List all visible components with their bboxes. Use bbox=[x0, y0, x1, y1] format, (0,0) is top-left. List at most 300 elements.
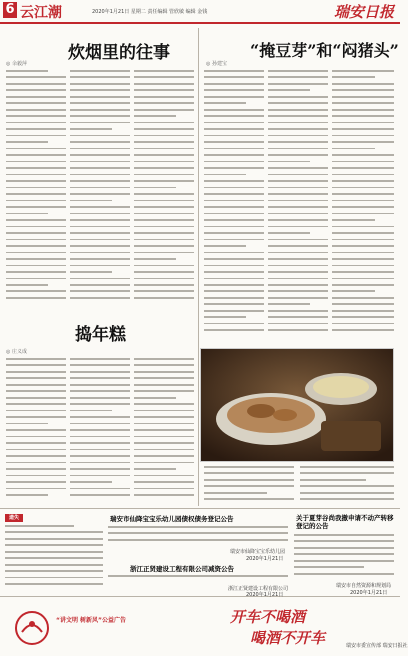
text-line bbox=[294, 540, 394, 542]
text-line bbox=[6, 455, 66, 457]
text-line bbox=[134, 115, 176, 117]
notice-date-company: 2020年1月21日 bbox=[246, 592, 284, 598]
text-line bbox=[134, 154, 194, 156]
text-line bbox=[70, 481, 112, 483]
text-line bbox=[268, 232, 310, 234]
text-line bbox=[268, 252, 328, 254]
text-column bbox=[294, 534, 394, 580]
text-line bbox=[70, 83, 130, 85]
text-column bbox=[6, 358, 66, 506]
text-line bbox=[134, 377, 194, 379]
text-line bbox=[332, 290, 375, 292]
text-line bbox=[268, 323, 328, 325]
text-line bbox=[6, 284, 48, 286]
text-line bbox=[204, 466, 294, 468]
text-line bbox=[332, 135, 394, 137]
text-line bbox=[6, 403, 66, 405]
text-line bbox=[6, 423, 48, 425]
text-line bbox=[204, 109, 264, 111]
text-line bbox=[6, 83, 66, 85]
text-line bbox=[6, 390, 66, 392]
text-line bbox=[70, 70, 130, 72]
text-column bbox=[300, 466, 394, 506]
text-line bbox=[204, 174, 246, 176]
text-line bbox=[294, 560, 394, 562]
text-line bbox=[268, 102, 328, 104]
text-line bbox=[294, 547, 394, 549]
text-line bbox=[134, 245, 194, 247]
text-line bbox=[204, 492, 267, 494]
text-line bbox=[70, 206, 130, 208]
text-line bbox=[6, 232, 66, 234]
text-line bbox=[204, 96, 264, 98]
text-line bbox=[6, 135, 66, 137]
notice-divider bbox=[0, 508, 400, 509]
text-column bbox=[204, 70, 264, 340]
notice-date-bureau: 2020年1月21日 bbox=[350, 590, 388, 596]
text-line bbox=[204, 290, 264, 292]
text-line bbox=[6, 416, 66, 418]
notice-signer-company: 浙江正贤建设工程有限公司 bbox=[228, 586, 289, 592]
text-line bbox=[70, 423, 130, 425]
text-line bbox=[5, 570, 103, 572]
text-line bbox=[204, 206, 264, 208]
text-line bbox=[70, 76, 130, 78]
text-line bbox=[134, 423, 194, 425]
text-line bbox=[332, 316, 394, 318]
text-line bbox=[6, 245, 66, 247]
text-line bbox=[134, 70, 194, 72]
text-line bbox=[204, 485, 294, 487]
text-line bbox=[70, 167, 130, 169]
text-line bbox=[70, 377, 130, 379]
text-line bbox=[268, 135, 328, 137]
text-line bbox=[204, 252, 264, 254]
text-line bbox=[332, 310, 394, 312]
text-line bbox=[134, 455, 194, 457]
text-line bbox=[204, 329, 264, 331]
text-line bbox=[204, 472, 294, 474]
text-line bbox=[332, 193, 394, 195]
text-line bbox=[70, 180, 130, 182]
text-line bbox=[204, 479, 294, 481]
text-line bbox=[300, 485, 394, 487]
text-line bbox=[70, 284, 130, 286]
text-line bbox=[70, 102, 130, 104]
text-line bbox=[6, 494, 48, 496]
text-line bbox=[6, 436, 66, 438]
text-line bbox=[134, 232, 194, 234]
text-line bbox=[70, 462, 130, 464]
text-line bbox=[70, 358, 130, 360]
text-line bbox=[204, 102, 246, 104]
text-line bbox=[300, 479, 366, 481]
text-line bbox=[134, 475, 194, 477]
text-line bbox=[70, 468, 130, 470]
text-line bbox=[70, 488, 130, 490]
article-byline-chuiyan: ◎ 余毅萍 bbox=[6, 61, 27, 67]
text-line bbox=[332, 122, 394, 124]
text-line bbox=[204, 76, 264, 78]
text-line bbox=[70, 278, 130, 280]
text-column bbox=[134, 358, 194, 506]
text-line bbox=[70, 442, 130, 444]
text-line bbox=[332, 219, 375, 221]
notice-signer-bureau: 瑞安市自然资源和规划局 bbox=[336, 583, 392, 589]
text-line bbox=[134, 442, 194, 444]
text-line bbox=[134, 416, 194, 418]
text-line bbox=[268, 96, 328, 98]
notice-date-kindergarten: 2020年1月21日 bbox=[246, 556, 284, 562]
text-line bbox=[204, 297, 264, 299]
text-line bbox=[300, 472, 394, 474]
text-line bbox=[70, 297, 130, 299]
text-line bbox=[134, 213, 194, 215]
text-line bbox=[70, 436, 130, 438]
text-line bbox=[6, 290, 66, 292]
footer-divider bbox=[0, 596, 400, 597]
text-line bbox=[6, 239, 66, 241]
text-line bbox=[332, 167, 394, 169]
text-line bbox=[134, 390, 194, 392]
text-line bbox=[70, 429, 130, 431]
article-title-yandouya[interactable]: “掩豆芽”和“闷猪头” bbox=[250, 41, 399, 60]
text-line bbox=[108, 575, 288, 577]
text-line bbox=[70, 364, 130, 366]
notice-title-capital-reduction[interactable]: 浙江正贤建设工程有限公司减资公告 bbox=[130, 565, 234, 573]
text-line bbox=[70, 232, 130, 234]
text-line bbox=[204, 219, 264, 221]
section-title: 云江潮 bbox=[20, 5, 62, 21]
text-line bbox=[332, 128, 394, 130]
text-line bbox=[6, 213, 48, 215]
page-number: 6 bbox=[3, 2, 17, 18]
text-line bbox=[268, 89, 310, 91]
text-line bbox=[134, 102, 194, 104]
text-line bbox=[268, 310, 328, 312]
text-line bbox=[6, 70, 48, 72]
text-line bbox=[204, 135, 264, 137]
text-line bbox=[6, 371, 66, 373]
text-line bbox=[134, 76, 194, 78]
text-line bbox=[268, 316, 328, 318]
text-line bbox=[6, 397, 66, 399]
text-line bbox=[268, 187, 328, 189]
text-line bbox=[268, 329, 328, 331]
text-line bbox=[6, 128, 66, 130]
notice-signer-kindergarten: 瑞安市仙降宝宝乐幼儿园 bbox=[230, 549, 286, 555]
text-line bbox=[70, 187, 130, 189]
text-line bbox=[268, 271, 328, 273]
text-line bbox=[70, 245, 130, 247]
text-line bbox=[134, 174, 194, 176]
text-line bbox=[134, 462, 194, 464]
text-line bbox=[134, 494, 194, 496]
text-line bbox=[332, 102, 394, 104]
text-line bbox=[268, 180, 328, 182]
text-line bbox=[5, 525, 74, 527]
article-byline-daoniangao: ◎ 庄义成 bbox=[6, 349, 27, 355]
text-line bbox=[70, 141, 130, 143]
text-line bbox=[70, 226, 130, 228]
text-line bbox=[268, 239, 328, 241]
text-line bbox=[134, 284, 194, 286]
text-line bbox=[332, 329, 394, 331]
text-line bbox=[134, 384, 194, 386]
text-line bbox=[204, 187, 264, 189]
text-line bbox=[332, 258, 394, 260]
text-line bbox=[332, 252, 394, 254]
text-line bbox=[332, 76, 375, 78]
text-line bbox=[70, 397, 130, 399]
slogan-line-1: 开车不喝酒 bbox=[230, 608, 306, 626]
text-line bbox=[204, 316, 246, 318]
text-line bbox=[108, 539, 288, 541]
text-line bbox=[300, 492, 394, 494]
text-line bbox=[134, 187, 176, 189]
text-line bbox=[6, 410, 66, 412]
text-line bbox=[5, 531, 103, 533]
text-line bbox=[300, 498, 394, 500]
text-line bbox=[70, 494, 130, 496]
text-line bbox=[332, 245, 394, 247]
text-column bbox=[268, 70, 328, 340]
text-line bbox=[134, 468, 176, 470]
text-line bbox=[332, 271, 394, 273]
text-line bbox=[134, 278, 194, 280]
text-line bbox=[70, 271, 112, 273]
text-line bbox=[6, 141, 48, 143]
text-line bbox=[268, 219, 328, 221]
notice-title-property[interactable]: 关于夏芽谷尚我撤申请不动产转移登记的公告 bbox=[296, 514, 394, 530]
text-line bbox=[332, 206, 394, 208]
text-line bbox=[70, 213, 130, 215]
text-line bbox=[70, 200, 112, 202]
text-line bbox=[134, 265, 194, 267]
text-line bbox=[6, 180, 66, 182]
text-line bbox=[332, 70, 394, 72]
text-line bbox=[294, 566, 364, 568]
text-line bbox=[134, 371, 194, 373]
text-line bbox=[6, 265, 66, 267]
text-line bbox=[204, 310, 264, 312]
text-line bbox=[332, 180, 394, 182]
text-line bbox=[268, 167, 328, 169]
text-line bbox=[332, 226, 394, 228]
text-line bbox=[6, 252, 66, 254]
text-line bbox=[70, 148, 130, 150]
text-line bbox=[268, 70, 328, 72]
text-line bbox=[268, 193, 328, 195]
text-line bbox=[294, 553, 394, 555]
text-line bbox=[268, 174, 328, 176]
text-line bbox=[6, 206, 66, 208]
text-line bbox=[204, 193, 264, 195]
text-column bbox=[332, 70, 394, 340]
text-line bbox=[108, 526, 288, 528]
text-line bbox=[268, 83, 328, 85]
text-line bbox=[70, 416, 130, 418]
text-line bbox=[70, 161, 130, 163]
text-column bbox=[70, 358, 130, 506]
text-line bbox=[134, 290, 194, 292]
slogan-line-2: 喝酒不开车 bbox=[250, 629, 326, 647]
notice-title-kindergarten[interactable]: 瑞安市仙降宝宝乐幼儿园债权债务登记公告 bbox=[110, 515, 234, 523]
text-line bbox=[134, 83, 194, 85]
text-line bbox=[268, 284, 328, 286]
text-line bbox=[268, 76, 328, 78]
text-line bbox=[6, 187, 66, 189]
text-line bbox=[204, 128, 264, 130]
text-column bbox=[70, 70, 130, 310]
text-line bbox=[268, 141, 328, 143]
text-line bbox=[70, 96, 130, 98]
text-column bbox=[108, 575, 288, 585]
text-line bbox=[134, 364, 194, 366]
text-line bbox=[134, 239, 194, 241]
column-divider bbox=[198, 28, 199, 506]
text-line bbox=[70, 265, 130, 267]
text-line bbox=[6, 102, 66, 104]
text-line bbox=[204, 232, 264, 234]
text-line bbox=[70, 449, 130, 451]
text-line bbox=[70, 390, 130, 392]
text-line bbox=[134, 122, 194, 124]
civility-slogan: “讲文明 树新风”公益广告 bbox=[56, 617, 126, 624]
text-line bbox=[70, 135, 130, 137]
text-line bbox=[70, 410, 112, 412]
issue-meta: 2020年1月21日 星期二 责任编辑 管欣敏 编辑 金钱 bbox=[92, 9, 208, 15]
text-line bbox=[332, 200, 394, 202]
text-line bbox=[134, 226, 194, 228]
text-line bbox=[70, 475, 130, 477]
text-line bbox=[204, 265, 264, 267]
text-line bbox=[332, 83, 394, 85]
text-line bbox=[134, 148, 194, 150]
text-line bbox=[6, 358, 66, 360]
text-line bbox=[204, 89, 264, 91]
text-line bbox=[6, 115, 66, 117]
civility-emblem-icon bbox=[12, 610, 52, 646]
text-line bbox=[134, 193, 194, 195]
text-line bbox=[70, 219, 130, 221]
text-line bbox=[332, 89, 394, 91]
text-line bbox=[5, 538, 103, 540]
text-line bbox=[332, 174, 394, 176]
article-title-chuiyan[interactable]: 炊烟里的往事 bbox=[68, 43, 170, 63]
text-line bbox=[134, 429, 194, 431]
text-line bbox=[70, 455, 130, 457]
text-line bbox=[5, 551, 103, 553]
text-line bbox=[6, 109, 66, 111]
text-line bbox=[332, 278, 394, 280]
text-line bbox=[268, 109, 328, 111]
text-line bbox=[134, 449, 194, 451]
text-line bbox=[134, 297, 194, 299]
text-line bbox=[300, 466, 394, 468]
text-line bbox=[268, 213, 328, 215]
article-photo bbox=[200, 348, 394, 462]
text-line bbox=[6, 488, 66, 490]
text-line bbox=[70, 252, 130, 254]
text-line bbox=[70, 174, 130, 176]
text-line bbox=[5, 564, 103, 566]
text-line bbox=[332, 109, 394, 111]
text-line bbox=[70, 128, 112, 130]
text-line bbox=[5, 557, 103, 559]
text-line bbox=[134, 436, 194, 438]
text-line bbox=[70, 290, 130, 292]
text-line bbox=[268, 245, 328, 247]
text-line bbox=[204, 161, 264, 163]
text-column bbox=[108, 526, 288, 548]
text-line bbox=[70, 122, 130, 124]
text-line bbox=[134, 135, 194, 137]
text-line bbox=[6, 271, 66, 273]
text-line bbox=[6, 161, 66, 163]
text-line bbox=[204, 271, 264, 273]
text-line bbox=[332, 284, 394, 286]
lost-notice bbox=[5, 514, 103, 594]
text-line bbox=[134, 161, 194, 163]
text-line bbox=[204, 180, 264, 182]
text-line bbox=[268, 206, 328, 208]
text-line bbox=[204, 83, 264, 85]
text-line bbox=[268, 226, 328, 228]
text-line bbox=[6, 76, 66, 78]
text-line bbox=[204, 115, 264, 117]
text-line bbox=[6, 200, 66, 202]
text-line bbox=[268, 303, 310, 305]
text-line bbox=[134, 271, 194, 273]
text-line bbox=[204, 303, 264, 305]
food-photo-icon bbox=[201, 349, 393, 461]
text-line bbox=[134, 141, 194, 143]
text-line bbox=[70, 403, 130, 405]
text-line bbox=[6, 258, 66, 260]
text-line bbox=[6, 462, 66, 464]
text-line bbox=[6, 193, 66, 195]
text-line bbox=[134, 89, 194, 91]
text-line bbox=[268, 148, 328, 150]
text-line bbox=[204, 141, 264, 143]
text-line bbox=[134, 258, 176, 260]
article-title-daoniangao[interactable]: 捣年糕 bbox=[75, 325, 126, 345]
text-line bbox=[268, 200, 328, 202]
text-line bbox=[332, 239, 394, 241]
civility-ad bbox=[12, 610, 142, 650]
text-line bbox=[134, 358, 194, 360]
text-line bbox=[332, 265, 394, 267]
text-line bbox=[134, 403, 194, 405]
text-line bbox=[134, 397, 176, 399]
text-line bbox=[332, 141, 394, 143]
text-line bbox=[204, 278, 264, 280]
text-column bbox=[5, 525, 103, 593]
text-line bbox=[134, 219, 194, 221]
text-line bbox=[332, 303, 394, 305]
text-line bbox=[6, 219, 66, 221]
text-line bbox=[6, 122, 66, 124]
text-line bbox=[70, 154, 130, 156]
text-line bbox=[70, 115, 130, 117]
text-line bbox=[332, 161, 394, 163]
text-line bbox=[134, 96, 194, 98]
text-line bbox=[6, 364, 66, 366]
text-line bbox=[204, 226, 264, 228]
text-line bbox=[332, 187, 394, 189]
text-line bbox=[70, 89, 130, 91]
